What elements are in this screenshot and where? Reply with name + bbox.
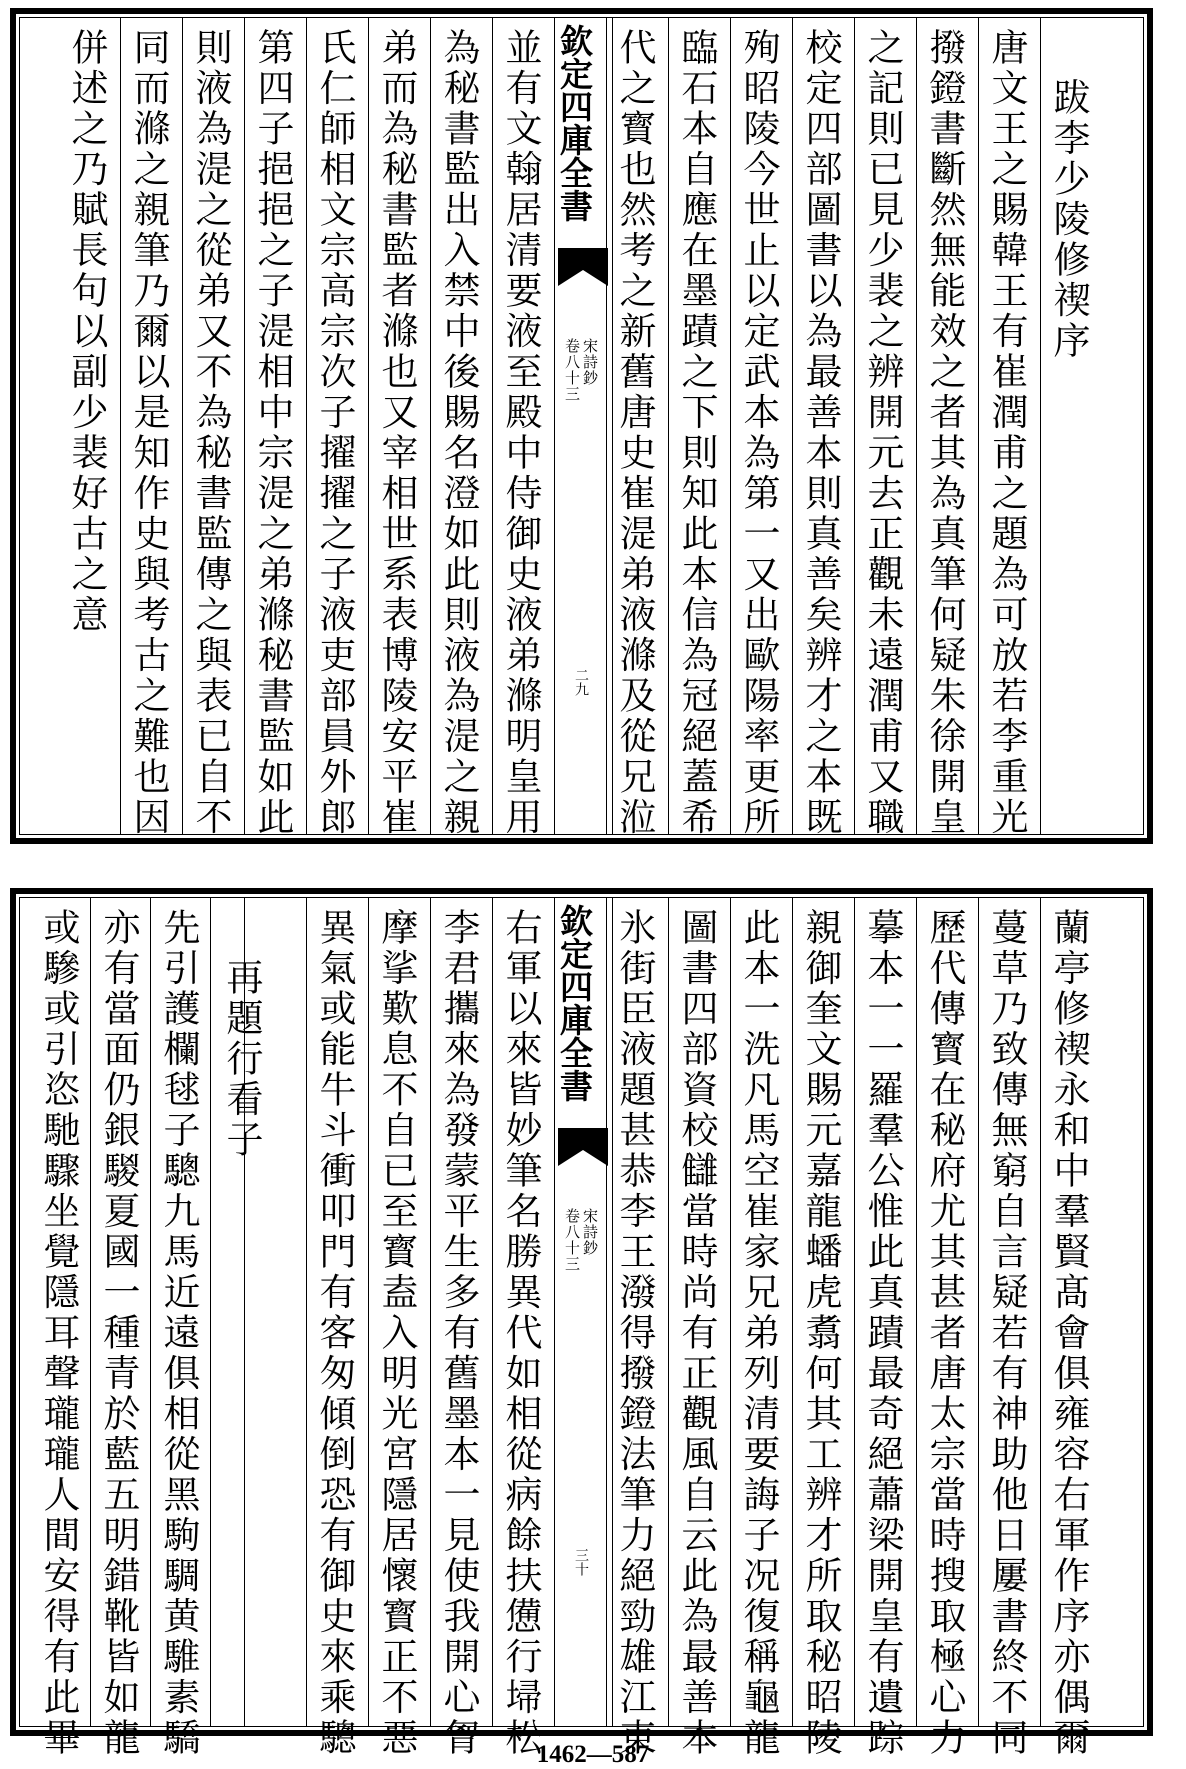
text-column: 此本一洗凡馬空崔家兄弟列清要誨子况復稱龜龍 (737, 908, 780, 1759)
center-title: 欽定四庫全書 (555, 24, 594, 222)
text-column: 同而滌之親筆乃爾以是知作史與考古之難也因 (127, 28, 170, 838)
text-column: 之記則已見少裴之辨開元去正觀未遠潤甫又職 (861, 28, 904, 838)
text-column: 異氣或能牛斗衝叩門有客匆傾倒恐有御史來乘驄 (313, 908, 356, 1759)
text-column: 氏仁師相文宗高宗次子擢擢之子液吏部員外郎 (313, 28, 356, 838)
text-column: 併述之乃賦長句以副少裴好古之意 (65, 28, 108, 636)
text-column: 亦有當面仍銀騣夏國一種青於藍五明錯靴皆如龍 (97, 908, 140, 1759)
text-column: 第四子挹挹之子湜相中宗湜之弟滌秘書監如此 (251, 28, 294, 838)
text-column: 撥鐙書斷然無能效之者其為真筆何疑朱徐開皇 (923, 28, 966, 838)
text-column: 蘭亭修禊永和中羣賢髙會俱雍容右軍作序亦偶爾 (1047, 908, 1090, 1759)
fishtail-mark-icon (558, 248, 608, 288)
text-column: 跋李少陵修禊序 (1047, 78, 1090, 362)
text-column: 歷代傳寳在秘府尤其甚者唐太宗當時搜取極心力 (923, 908, 966, 1759)
text-column: 則液為湜之從弟又不為秘書監傳之與表已自不 (189, 28, 232, 838)
text-column: 摹本一一羅羣公惟此真蹟最奇絕蕭梁開皇有遺踪 (861, 908, 904, 1759)
volume-number: 卷八十三 (563, 1208, 581, 1272)
text-column: 圖書四部資校讎當時尚有正觀風自云此為最善本 (675, 908, 718, 1759)
volume-number: 卷八十三 (563, 338, 581, 402)
text-column: 蔓草乃致傳無窮自言疑若有神助他日屢書終不同 (985, 908, 1028, 1759)
text-column: 摩挲歎息不自已至寳盍入明光宮隱居懷寳正不惡 (375, 908, 418, 1759)
center-fold (554, 898, 612, 1726)
volume-title: 宋詩鈔 (581, 338, 599, 386)
leaf-number: 三十 (573, 1548, 589, 1576)
text-column: 為秘書監出入禁中後賜名澄如此則液為湜之親 (437, 28, 480, 838)
text-column: 或驂或引恣馳驟坐覺隱耳聲瓏瓏人間安得有此畢 (37, 908, 80, 1759)
text-column: 唐文王之賜韓王有崔潤甫之題為可放若李重光 (985, 28, 1028, 838)
inner-frame (19, 17, 1144, 838)
fishtail-mark-icon (558, 1128, 608, 1168)
center-title: 欽定四庫全書 (555, 904, 594, 1102)
text-column: 先引護欄毬子驄九馬近遠俱相從黑駒騆黄騅素驕 (157, 908, 200, 1759)
text-column: 右軍以來皆妙筆名勝異代如相從病餘扶憊行埽松 (499, 908, 542, 1759)
text-column: 親御奎文賜元嘉龍蟠虎翥何其工辨才所取秘昭陵 (799, 908, 842, 1759)
text-column: 代之寳也然考之新舊唐史崔湜弟液滌及從兄涖 (613, 28, 656, 838)
leaf-number: 二九 (573, 668, 589, 696)
text-column: 殉昭陵今世止以定武本為第一又出歐陽率更所 (737, 28, 780, 838)
top-half-leaf (10, 8, 1153, 844)
page-number: 1462—587 (536, 1741, 650, 1768)
text-column: 李君攜來為發蒙平生多有舊墨本一見使我開心胷 (437, 908, 480, 1759)
text-column: 臨石本自應在墨蹟之下則知此本信為冠絕蓋希 (675, 28, 718, 838)
text-column: 校定四部圖書以為最善本則真善矣辨才之本既 (799, 28, 842, 838)
text-column: 氷街臣液題甚恭李王潑得撥鐙法筆力絕勁雄江東 (613, 908, 656, 1759)
text-column: 再題行看子 (220, 958, 263, 1161)
volume-title: 宋詩鈔 (581, 1208, 599, 1256)
text-column: 弟而為秘書監者滌也又宰相世系表博陵安平崔 (375, 28, 418, 838)
text-column: 並有文翰居清要液至殿中侍御史液弟滌明皇用 (499, 28, 542, 838)
center-fold (554, 18, 612, 834)
